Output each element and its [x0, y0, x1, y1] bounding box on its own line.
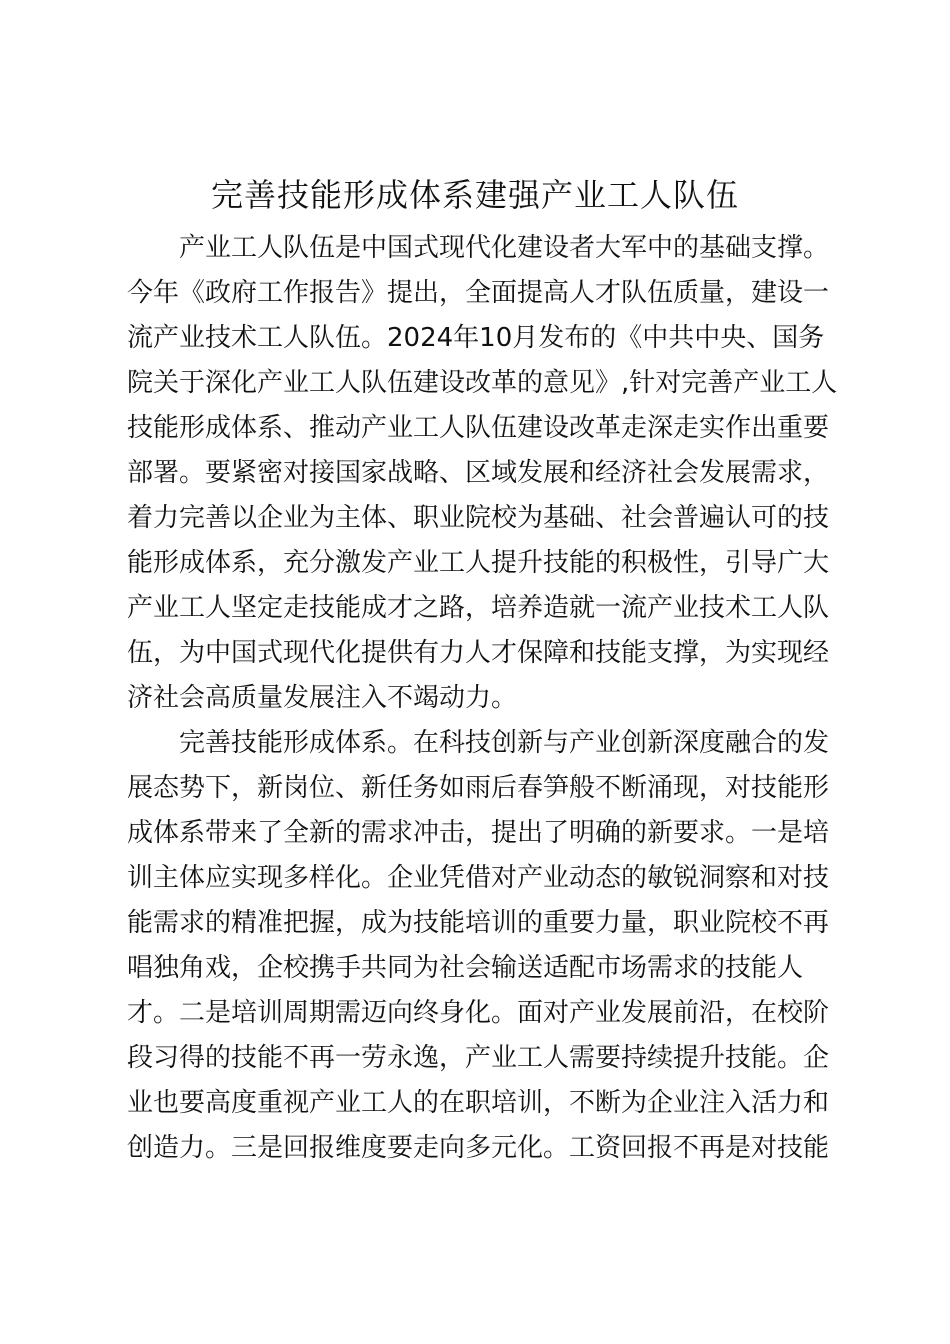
document-title: 完善技能形成体系建强产业工人队伍 — [210, 176, 739, 214]
text-line: 业也要高度重视产业工人的在职培训，不断为企业注入活力和 — [127, 1088, 830, 1118]
text-line: 产业工人队伍是中国式现代化建设者大军中的基础支撑。 — [179, 233, 830, 263]
text-line: 训主体应实现多样化。企业凭借对产业动态的敏锐洞察和对技 — [127, 863, 830, 893]
text-line: 部署。要紧密对接国家战略、区域发展和经济社会发展需求， — [127, 458, 830, 488]
paragraph-1 — [127, 226, 838, 721]
text-line: 唱独角戏，企校携手共同为社会输送适配市场需求的技能人 — [127, 953, 804, 983]
text-line: 今年《政府工作报告》提出，全面提高人才队伍质量，建设一 — [127, 278, 830, 308]
text-line: 产业工人坚定走技能成才之路，培养造就一流产业技术工人队 — [127, 593, 830, 623]
text-line: 完善技能形成体系。在科技创新与产业创新深度融合的发 — [179, 728, 830, 758]
text-line: 能形成体系，充分激发产业工人提升技能的积极性，引导广大 — [127, 548, 830, 578]
text-line: 院关于深化产业工人队伍建设改革的意见》,针对完善产业工人 — [127, 368, 838, 398]
text-line: 能需求的精准把握，成为技能培训的重要力量，职业院校不再 — [127, 908, 830, 938]
text-line: 段习得的技能不再一劳永逸，产业工人需要持续提升技能。企 — [127, 1043, 830, 1073]
text-line: 流产业技术工人队伍。2024年10月发布的《中共中央、国务 — [127, 323, 825, 353]
text-line: 展态势下，新岗位、新任务如雨后春笋般不断涌现，对技能形 — [127, 773, 830, 803]
text-line: 创造力。三是回报维度要走向多元化。工资回报不再是对技能 — [127, 1133, 830, 1163]
text-line: 技能形成体系、推动产业工人队伍建设改革走深走实作出重要 — [127, 413, 830, 443]
document-body — [127, 226, 838, 1171]
text-line: 济社会高质量发展注入不竭动力。 — [127, 683, 518, 713]
paragraph-2 — [127, 721, 830, 1171]
text-line: 成体系带来了全新的需求冲击，提出了明确的新要求。一是培 — [127, 818, 830, 848]
text-line: 着力完善以企业为主体、职业院校为基础、社会普遍认可的技 — [127, 503, 830, 533]
text-line: 才。二是培训周期需迈向终身化。面对产业发展前沿，在校阶 — [127, 998, 830, 1028]
text-line: 伍，为中国式现代化提供有力人才保障和技能支撑，为实现经 — [127, 638, 830, 668]
